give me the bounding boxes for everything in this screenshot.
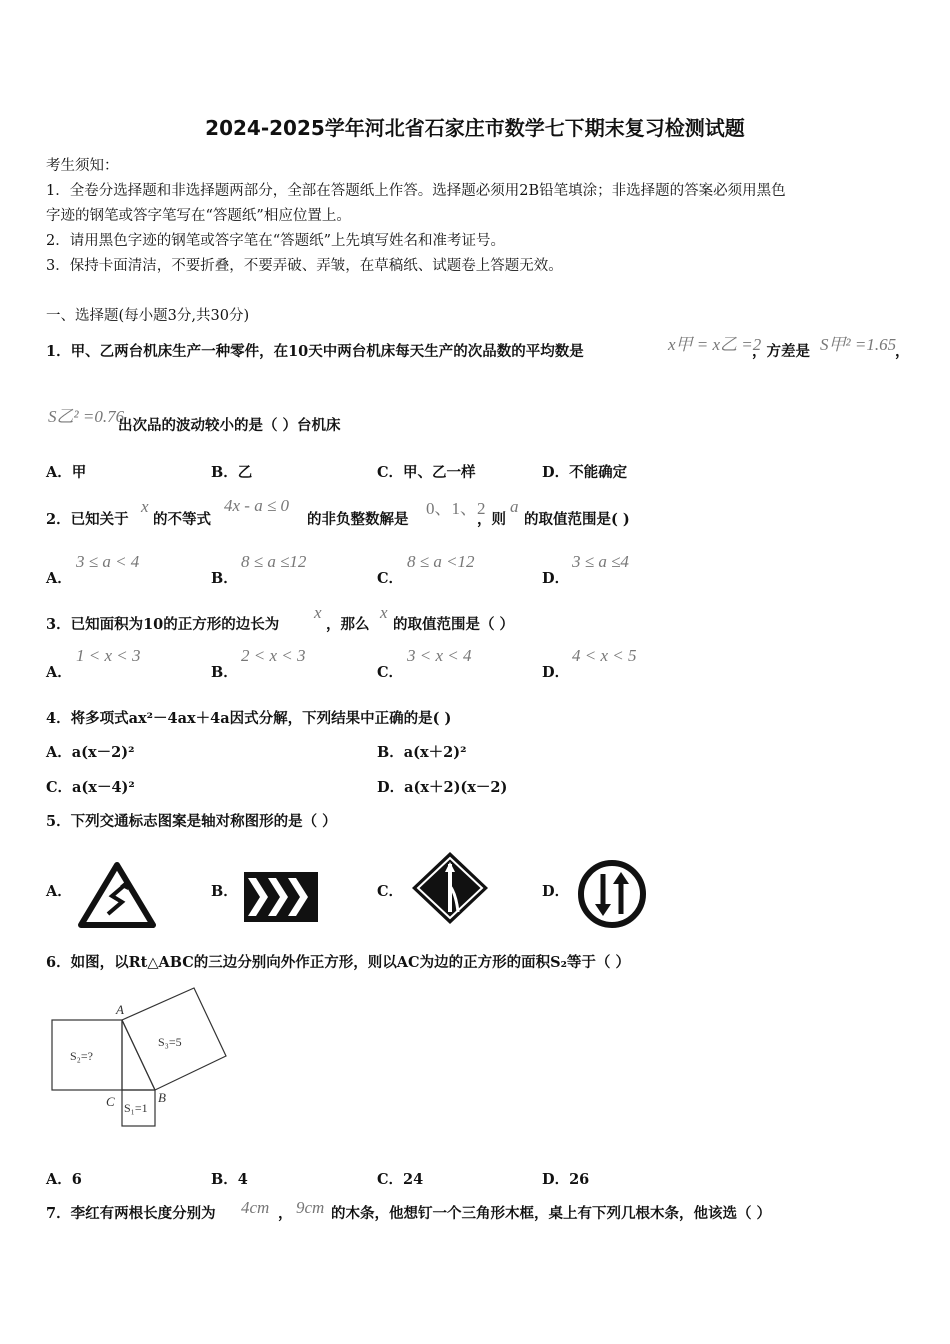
q3-text-a: 3．已知面积为10的正方形的边长为	[46, 616, 280, 633]
q2-var-x: x	[141, 497, 149, 516]
q1-option-d: D．不能确定	[542, 464, 628, 481]
q2-text-a: 2．已知关于	[46, 511, 129, 528]
q4-option-b: B．a(x＋2)²	[377, 744, 467, 761]
q1-option-b: B．乙	[211, 464, 253, 481]
q5-option-c-letter: C．	[377, 883, 404, 900]
q6-text: 6．如图，以Rt△ABC的三边分别向外作正方形，则以AC为边的正方形的面积S₂等于（ ）	[46, 954, 630, 971]
q3-text-b: ，那么	[326, 616, 370, 633]
q3-option-a-letter: A．	[46, 664, 72, 681]
q1-math-s1: S甲² =1.65	[820, 335, 897, 354]
q6-squares-figure	[46, 982, 236, 1130]
q1-option-c: C．甲、乙一样	[377, 464, 476, 481]
chevron-direction-sign-icon	[244, 872, 318, 922]
q4-option-a: A．a(x－2)²	[46, 744, 135, 761]
q2-math-sol: 0、1、2	[426, 499, 486, 518]
q7-math-1: 4cm	[241, 1198, 270, 1217]
q2-text-c: 的非负整数解是	[307, 511, 409, 528]
q7-text-a: 7．李红有两根长度分别为	[46, 1205, 216, 1222]
q7-sep: ，	[278, 1205, 293, 1222]
fig-label-s1: S₁=1	[124, 1101, 148, 1115]
q2-option-a-math: 3 ≤ a < 4	[76, 552, 140, 571]
q7-text-b: 的木条，他想钉一个三角形木框，桌上有下列几根木条，他该选（ ）	[331, 1205, 772, 1222]
merge-diamond-sign-icon	[410, 850, 490, 926]
q3-option-c-math: 3 < x < 4	[407, 646, 472, 665]
q4-text: 4．将多项式ax²－4ax＋4a因式分解，下列结果中正确的是( )	[46, 710, 452, 727]
q6-option-d: D．26	[542, 1171, 590, 1188]
q3-option-d-math: 4 < x < 5	[572, 646, 637, 665]
q2-option-a-letter: A．	[46, 570, 72, 587]
q3-option-c-letter: C．	[377, 664, 404, 681]
q3-option-b-math: 2 < x < 3	[241, 646, 306, 665]
q2-var-a: a	[510, 497, 519, 516]
q2-option-b-math: 8 ≤ a ≤12	[241, 552, 307, 571]
fig-label-s2: S₂=?	[70, 1049, 93, 1063]
q2-option-b-letter: B．	[211, 570, 238, 587]
q4-option-c: C．a(x－4)²	[46, 779, 135, 796]
section-heading: 一、选择题(每小题3分,共30分)	[46, 308, 250, 324]
q3-option-b-letter: B．	[211, 664, 238, 681]
notice-heading: 考生须知：	[46, 158, 119, 174]
fig-label-b: B	[158, 1090, 166, 1105]
q6-option-b: B．4	[211, 1171, 248, 1188]
two-way-traffic-sign-icon	[576, 858, 648, 930]
q3-text-c: 的取值范围是（ ）	[393, 616, 515, 633]
q2-option-d-letter: D．	[542, 570, 570, 587]
q3-var-x-2: x	[380, 603, 388, 622]
notice-line-3: 3．保持卡面清洁，不要折叠，不要弄破、弄皱，在草稿纸、试题卷上答题无效。	[46, 258, 563, 274]
fig-label-c: C	[106, 1094, 115, 1109]
fig-label-a: A	[116, 1002, 124, 1017]
notice-line-1a: 1．全卷分选择题和非选择题两部分，全部在答题纸上作答。选择题必须用2B铅笔填涂；非选择题的答案必须用黑色	[46, 183, 786, 199]
q3-option-a-math: 1 < x < 3	[76, 646, 141, 665]
notice-line-1b: 字迹的钢笔或答字笔写在“答题纸”相应位置上。	[46, 208, 351, 224]
q2-option-c-letter: C．	[377, 570, 404, 587]
q2-text-b: 的不等式	[153, 511, 211, 528]
q5-option-a-letter: A．	[46, 883, 72, 900]
q2-text-e: 的取值范围是( )	[524, 511, 630, 528]
q1-text-a: 1．甲、乙两台机床生产一种零件，在10天中两台机床每天生产的次品数的平均数是	[46, 343, 584, 360]
q5-option-d-letter: D．	[542, 883, 570, 900]
q1-option-a: A．甲	[46, 464, 87, 481]
warning-triangle-sign-icon	[78, 862, 156, 928]
q2-option-c-math: 8 ≤ a <12	[407, 552, 475, 571]
page-title: 2024-2025学年河北省石家庄市数学七下期末复习检测试题	[205, 116, 745, 140]
q1-comma: ，	[895, 343, 910, 360]
q2-text-d: ，则	[477, 511, 506, 528]
q3-var-x-1: x	[314, 603, 322, 622]
q1-math-s2: S乙² =0.76	[48, 407, 125, 426]
q4-option-d: D．a(x＋2)(x－2)	[377, 779, 508, 796]
q3-option-d-letter: D．	[542, 664, 570, 681]
q2-option-d-math: 3 ≤ a ≤4	[572, 552, 629, 571]
fig-label-s3: S₃=5	[158, 1035, 182, 1049]
q2-math-ineq: 4x - a ≤ 0	[224, 496, 290, 515]
q1-math-mean: x甲 = x乙 =2	[668, 335, 762, 354]
q7-math-2: 9cm	[296, 1198, 325, 1217]
q6-option-c: C．24	[377, 1171, 424, 1188]
q1-text-c: 出次品的波动较小的是（ ）台机床	[118, 417, 341, 434]
q6-option-a: A．6	[46, 1171, 82, 1188]
q1-text-b: ，方差是	[752, 343, 810, 360]
notice-line-2: 2．请用黑色字迹的钢笔或答字笔在“答题纸”上先填写姓名和准考证号。	[46, 233, 506, 249]
q5-text: 5．下列交通标志图案是轴对称图形的是（ ）	[46, 813, 337, 830]
q5-option-b-letter: B．	[211, 883, 238, 900]
